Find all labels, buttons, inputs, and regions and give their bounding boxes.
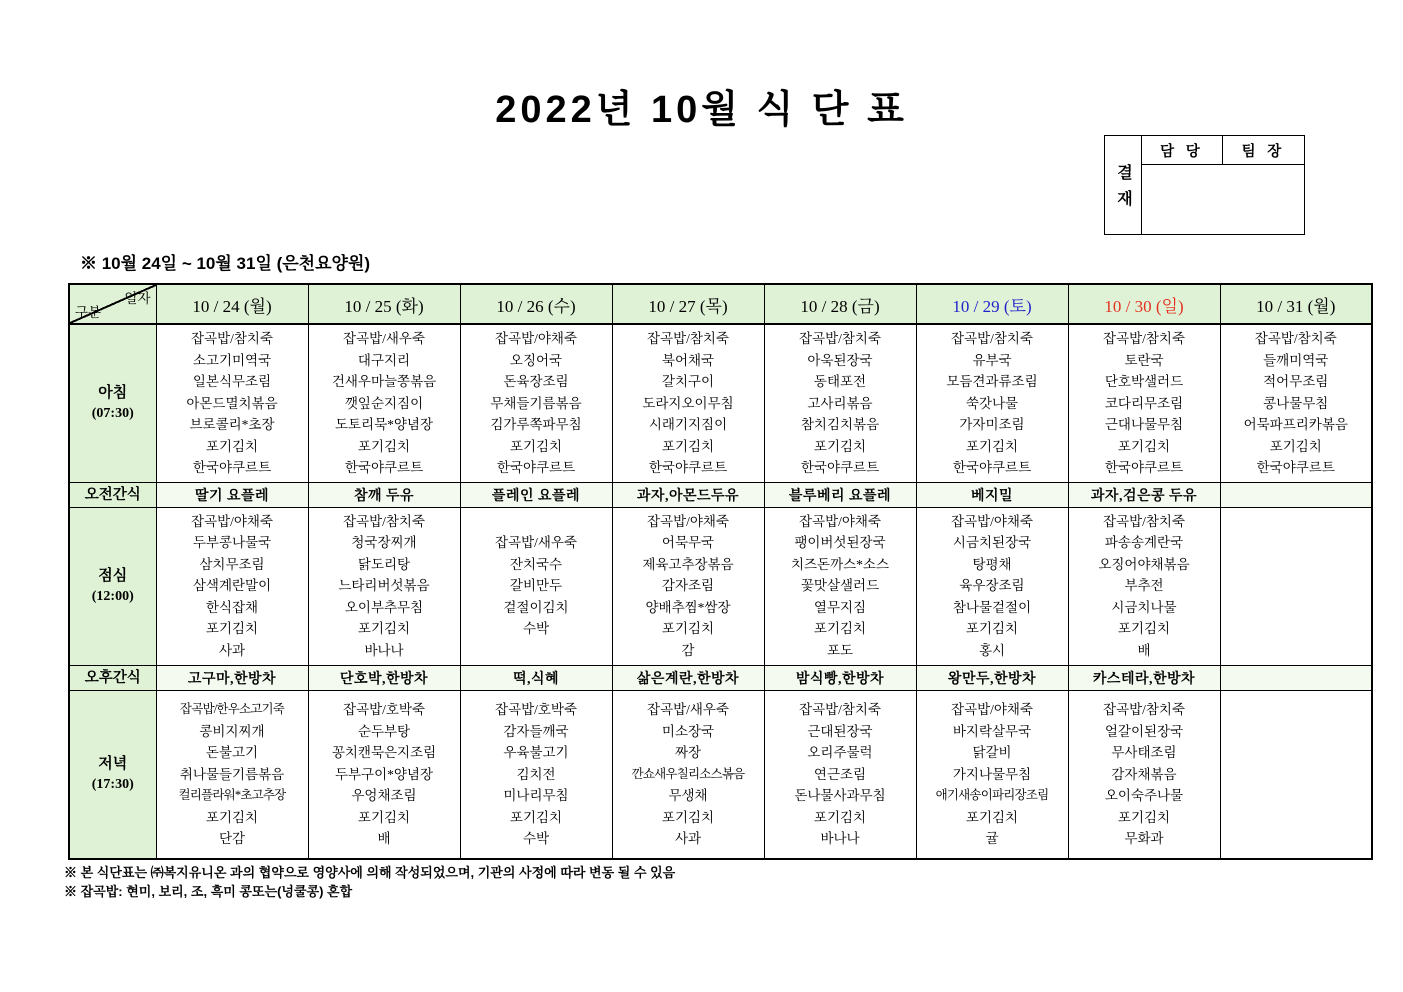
menu-item: 갈비만두 — [509, 578, 563, 594]
menu-item: 어묵무국 — [661, 535, 715, 551]
menu-item: 감 — [681, 642, 695, 658]
meal-cell — [764, 690, 916, 859]
menu-item: 한국야쿠르트 — [496, 460, 576, 475]
menu-item: 배 — [377, 831, 391, 846]
menu-item: 귤 — [985, 831, 999, 846]
menu-item: 사과 — [674, 831, 702, 846]
snack-cell: 블루베리 요플레 — [764, 482, 916, 507]
menu-item: 우육불고기 — [503, 745, 569, 760]
menu-item: 사과 — [218, 642, 246, 658]
meal-cell — [612, 507, 764, 665]
menu-item: 포기김치 — [965, 621, 1019, 637]
menu-item: 소고기미역국 — [192, 352, 272, 368]
date-header-4: 10 / 27 (목) — [612, 284, 764, 324]
menu-item: 대구지리 — [357, 352, 411, 368]
meal-cell — [916, 324, 1068, 482]
meal-cell — [156, 324, 308, 482]
row-time: (17:30) — [91, 776, 134, 792]
menu-item: 잡곡밥/야채죽 — [951, 702, 1033, 717]
menu-item: 열무지짐 — [813, 599, 867, 615]
menu-item: 근대나물무침 — [1104, 417, 1184, 432]
menu-item: 아몬드멸치볶음 — [186, 395, 278, 411]
menu-item: 느타리버섯볶음 — [338, 578, 430, 594]
menu-item: 꽁치캔묵은지조림 — [331, 745, 437, 760]
meal-cell — [1068, 324, 1220, 482]
menu-item: 고사리볶음 — [807, 395, 873, 411]
menu-item: 잡곡밥/호박죽 — [495, 702, 577, 717]
menu-item: 무화과 — [1124, 831, 1164, 846]
menu-item: 무생채 — [668, 788, 708, 803]
meal-cell — [916, 690, 1068, 859]
menu-item: 포기김치 — [357, 809, 411, 825]
menu-item: 치즈돈까스*소스 — [790, 556, 890, 572]
menu-item: 포기김치 — [661, 438, 715, 454]
menu-item: 오이숙주나물 — [1104, 788, 1184, 803]
menu-item: 시금치된장국 — [952, 535, 1032, 551]
menu-item: 김치전 — [516, 766, 556, 782]
date-header-5: 10 / 28 (금) — [764, 284, 916, 324]
snack-cell: 고구마,한방차 — [156, 665, 308, 690]
meal-cell — [612, 690, 764, 859]
menu-item: 단감 — [218, 831, 246, 846]
row-label: 점심 (12:00) — [69, 507, 156, 665]
menu-item: 콩나물무침 — [1263, 395, 1329, 411]
meal-cell — [156, 690, 308, 859]
menu-item: 돈불고기 — [205, 745, 259, 760]
snack-cell: 왕만두,한방차 — [916, 665, 1068, 690]
period-note: ※ 10월 24일 ~ 10월 31일 (은천요양원) — [80, 254, 371, 273]
menu-item: 단호박샐러드 — [1104, 374, 1184, 389]
menu-item: 삼치무조림 — [199, 556, 265, 572]
menu-item: 포기김치 — [357, 438, 411, 454]
menu-item: 갈치구이 — [661, 374, 715, 389]
menu-item: 잡곡밥/야채죽 — [647, 513, 729, 529]
menu-item: 포기김치 — [205, 621, 259, 637]
menu-item: 잡곡밥/호박죽 — [343, 702, 425, 717]
menu-item: 잡곡밥/참치죽 — [799, 702, 881, 717]
menu-item: 포기김치 — [1117, 438, 1171, 454]
approval-sign-cell-1 — [1142, 165, 1223, 234]
menu-item: 돈육장조림 — [503, 374, 569, 389]
row-time: (12:00) — [91, 588, 134, 604]
menu-table — [68, 283, 1373, 860]
row-label: 저녁 (17:30) — [69, 690, 156, 859]
menu-item: 미나리무침 — [503, 788, 569, 803]
menu-item: 배 — [1137, 642, 1151, 658]
menu-item: 얼갈이된장국 — [1104, 723, 1184, 739]
menu-item: 잡곡밥/한우소고기죽 — [179, 702, 285, 716]
menu-item: 잡곡밥/새우죽 — [495, 535, 577, 551]
menu-item: 애기새송이파리장조림 — [935, 788, 1049, 802]
menu-item: 가자미조림 — [959, 417, 1025, 432]
menu-item: 바지락살무국 — [952, 723, 1032, 739]
date-header-8: 10 / 31 (월) — [1220, 284, 1372, 324]
menu-item: 잡곡밥/야채죽 — [495, 331, 577, 346]
menu-item: 무채들기름볶음 — [490, 395, 582, 411]
menu-item: 포기김치 — [1117, 621, 1171, 637]
menu-item: 양배추찜*쌈장 — [645, 599, 731, 615]
meal-cell — [1220, 690, 1372, 859]
menu-item: 오징어국 — [509, 352, 563, 368]
menu-item: 포기김치 — [813, 809, 867, 825]
menu-item: 근대된장국 — [807, 723, 873, 739]
menu-item: 포기김치 — [661, 809, 715, 825]
menu-item: 콩비지찌개 — [199, 723, 265, 739]
meal-cell — [460, 507, 612, 665]
menu-item: 잡곡밥/새우죽 — [647, 702, 729, 717]
approval-stamp-label: 결재 — [1105, 136, 1142, 234]
menu-item: 도토리묵*양념장 — [334, 417, 434, 432]
menu-item: 팽이버섯된장국 — [794, 535, 886, 551]
meal-cell — [916, 507, 1068, 665]
menu-item: 겉절이김치 — [503, 599, 569, 615]
menu-item: 유부국 — [972, 352, 1012, 368]
menu-item: 적어무조림 — [1263, 374, 1329, 389]
meal-cell — [308, 507, 460, 665]
menu-item: 잡곡밥/새우죽 — [343, 331, 425, 346]
menu-item: 한국야쿠르트 — [800, 460, 880, 475]
meal-cell — [1068, 690, 1220, 859]
snack-cell: 베지밀 — [916, 482, 1068, 507]
menu-item: 깻잎순지짐이 — [344, 395, 424, 411]
menu-item: 코다리무조림 — [1104, 395, 1184, 411]
snack-cell: 플레인 요플레 — [460, 482, 612, 507]
row-time: (07:30) — [91, 405, 134, 421]
snack-cell: 딸기 요플레 — [156, 482, 308, 507]
footnote-1: ※ 본 식단표는 ㈜복지유니온 과의 협약으로 영양사에 의해 작성되었으며, 기관의 사정에 따라 변동 될 수 있음 — [64, 865, 676, 880]
snack-cell: 카스테라,한방차 — [1068, 665, 1220, 690]
menu-item: 삼색계란말이 — [192, 578, 272, 594]
meal-cell — [156, 507, 308, 665]
menu-item: 두부구이*양념장 — [334, 766, 434, 782]
menu-item: 건새우마늘쫑볶음 — [331, 374, 437, 389]
menu-item: 한국야쿠르트 — [344, 460, 424, 475]
date-header-1: 10 / 24 (월) — [156, 284, 308, 324]
menu-item: 한국야쿠르트 — [1256, 460, 1335, 475]
menu-item: 포기김치 — [813, 621, 867, 637]
meal-cell — [1220, 324, 1372, 482]
snack-cell: 밤식빵,한방차 — [764, 665, 916, 690]
menu-item: 파송송계란국 — [1104, 535, 1184, 551]
menu-item: 감자채볶음 — [1111, 766, 1177, 782]
menu-item: 포기김치 — [813, 438, 867, 454]
menu-item: 닭갈비 — [972, 745, 1012, 760]
menu-item: 컬리플라워*초고추장 — [178, 788, 286, 802]
menu-item: 포기김치 — [205, 809, 259, 825]
snack-cell: 삶은계란,한방차 — [612, 665, 764, 690]
menu-item: 육우장조림 — [959, 578, 1025, 594]
snack-cell: 과자,검은콩 두유 — [1068, 482, 1220, 507]
menu-item: 취나물들기름볶음 — [179, 766, 285, 782]
menu-item: 오이부추무침 — [344, 599, 424, 615]
menu-item: 김가루쪽파무침 — [490, 417, 582, 432]
approval-col-timjang: 팀 장 — [1223, 136, 1304, 165]
menu-item: 수박 — [522, 831, 550, 846]
meal-cell — [1068, 507, 1220, 665]
menu-item: 들깨미역국 — [1263, 352, 1329, 368]
menu-item: 순두부탕 — [357, 723, 411, 739]
menu-item: 미소장국 — [661, 723, 715, 739]
menu-item: 모듬견과류조림 — [946, 374, 1038, 389]
menu-item: 시래기지짐이 — [648, 417, 728, 432]
meal-cell — [460, 324, 612, 482]
menu-item: 포도 — [826, 642, 854, 658]
menu-item: 잡곡밥/참치죽 — [1103, 702, 1185, 717]
menu-item: 참치김치볶음 — [800, 417, 880, 432]
row-label: 오전간식 — [69, 482, 156, 507]
menu-item: 감자조림 — [661, 578, 715, 594]
menu-item: 닭도리탕 — [357, 556, 411, 572]
meal-cell — [764, 324, 916, 482]
menu-item: 참나물겉절이 — [952, 599, 1032, 615]
meal-cell — [308, 324, 460, 482]
date-header-7: 10 / 30 (일) — [1068, 284, 1220, 324]
corner-label-date: 일자 — [124, 291, 151, 306]
date-header-6: 10 / 29 (토) — [916, 284, 1068, 324]
menu-item: 포기김치 — [509, 438, 563, 454]
menu-item: 포기김치 — [1269, 438, 1322, 454]
menu-item: 연근조림 — [813, 766, 867, 782]
menu-item: 바나나 — [820, 831, 860, 846]
menu-item: 브로콜리*초장 — [189, 417, 275, 432]
menu-item: 잡곡밥/야채죽 — [191, 513, 273, 529]
menu-item: 탕평채 — [972, 556, 1012, 572]
menu-item: 잡곡밥/야채죽 — [799, 513, 881, 529]
approval-col-damdang: 담 당 — [1142, 136, 1223, 165]
menu-item: 수박 — [522, 621, 550, 637]
menu-item: 잡곡밥/참치죽 — [951, 331, 1033, 346]
menu-item: 한국야쿠르트 — [192, 460, 272, 475]
menu-item: 우엉채조림 — [351, 788, 417, 803]
menu-item: 짜장 — [674, 745, 702, 760]
footnote-2: ※ 잡곡밥: 현미, 보리, 조, 흑미 콩또는(넝쿨콩) 혼합 — [64, 884, 353, 899]
menu-item: 포기김치 — [661, 621, 715, 637]
meal-cell — [764, 507, 916, 665]
approval-sign-cell-2 — [1223, 165, 1304, 234]
menu-item: 잡곡밥/참치죽 — [1254, 331, 1337, 346]
menu-item: 잡곡밥/참치죽 — [1103, 331, 1185, 346]
menu-item: 잡곡밥/참치죽 — [1103, 513, 1185, 529]
footnotes — [64, 863, 675, 901]
menu-item: 잔치국수 — [509, 556, 563, 572]
menu-item: 가지나물무침 — [952, 766, 1032, 782]
menu-item: 한국야쿠르트 — [1104, 460, 1184, 475]
meal-cell — [308, 690, 460, 859]
menu-item: 청국장찌개 — [351, 535, 417, 551]
snack-cell: 떡,식혜 — [460, 665, 612, 690]
snack-cell: 참깨 두유 — [308, 482, 460, 507]
meal-cell — [612, 324, 764, 482]
menu-item: 시금치나물 — [1111, 599, 1177, 615]
meal-cell — [1220, 507, 1372, 665]
menu-item: 깐쇼새우칠리소스볶음 — [631, 766, 745, 781]
menu-item: 포기김치 — [357, 621, 411, 637]
menu-item: 포기김치 — [205, 438, 259, 454]
snack-cell — [1220, 665, 1372, 690]
meal-cell — [460, 690, 612, 859]
menu-item: 포기김치 — [965, 809, 1019, 825]
menu-item: 오징어야채볶음 — [1098, 556, 1190, 572]
menu-item: 한국야쿠르트 — [952, 460, 1032, 475]
corner-cell — [69, 284, 156, 324]
menu-item: 아욱된장국 — [807, 352, 873, 368]
menu-item: 한국야쿠르트 — [648, 460, 728, 475]
menu-item: 동태포전 — [813, 374, 867, 389]
menu-item: 무사태조림 — [1111, 745, 1177, 760]
corner-label-category: 구분 — [75, 305, 102, 320]
menu-item: 두부콩나물국 — [192, 535, 272, 551]
approval-grid — [1142, 136, 1304, 234]
menu-item: 잡곡밥/참치죽 — [191, 331, 273, 346]
menu-item: 북어채국 — [661, 352, 715, 368]
menu-item: 부추전 — [1124, 578, 1164, 594]
menu-item: 토란국 — [1124, 352, 1164, 368]
page-title: 2022년 10월 식 단 표 — [495, 89, 908, 131]
menu-item: 도라지오이무침 — [642, 395, 734, 411]
menu-item: 돈나물사과무침 — [794, 788, 886, 803]
menu-item: 잡곡밥/야채죽 — [951, 513, 1033, 529]
menu-item: 잡곡밥/참치죽 — [799, 331, 881, 346]
menu-item: 잡곡밥/참치죽 — [343, 513, 425, 529]
approval-box — [1104, 135, 1305, 235]
menu-item: 어묵파프리카볶음 — [1243, 417, 1348, 432]
menu-item: 포기김치 — [1117, 809, 1171, 825]
menu-item: 오리주물럭 — [807, 745, 873, 760]
menu-item: 쑥갓나물 — [965, 395, 1019, 411]
date-header-3: 10 / 26 (수) — [460, 284, 612, 324]
snack-cell: 단호박,한방차 — [308, 665, 460, 690]
row-label: 아침 (07:30) — [69, 324, 156, 482]
menu-item: 한식잡채 — [205, 599, 259, 615]
menu-item: 꽃맛살샐러드 — [800, 578, 880, 594]
menu-item: 감자들깨국 — [503, 723, 569, 739]
menu-item: 포기김치 — [509, 809, 563, 825]
date-header-2: 10 / 25 (화) — [308, 284, 460, 324]
menu-item: 포기김치 — [965, 438, 1019, 454]
menu-item: 제육고추장볶음 — [642, 556, 734, 572]
row-label: 오후간식 — [69, 665, 156, 690]
snack-cell — [1220, 482, 1372, 507]
snack-cell: 과자,아몬드두유 — [612, 482, 764, 507]
menu-item: 잡곡밥/참치죽 — [647, 331, 729, 346]
menu-item: 홍시 — [978, 642, 1006, 658]
menu-item: 일본식무조림 — [192, 374, 272, 389]
menu-item: 바나나 — [364, 642, 404, 658]
